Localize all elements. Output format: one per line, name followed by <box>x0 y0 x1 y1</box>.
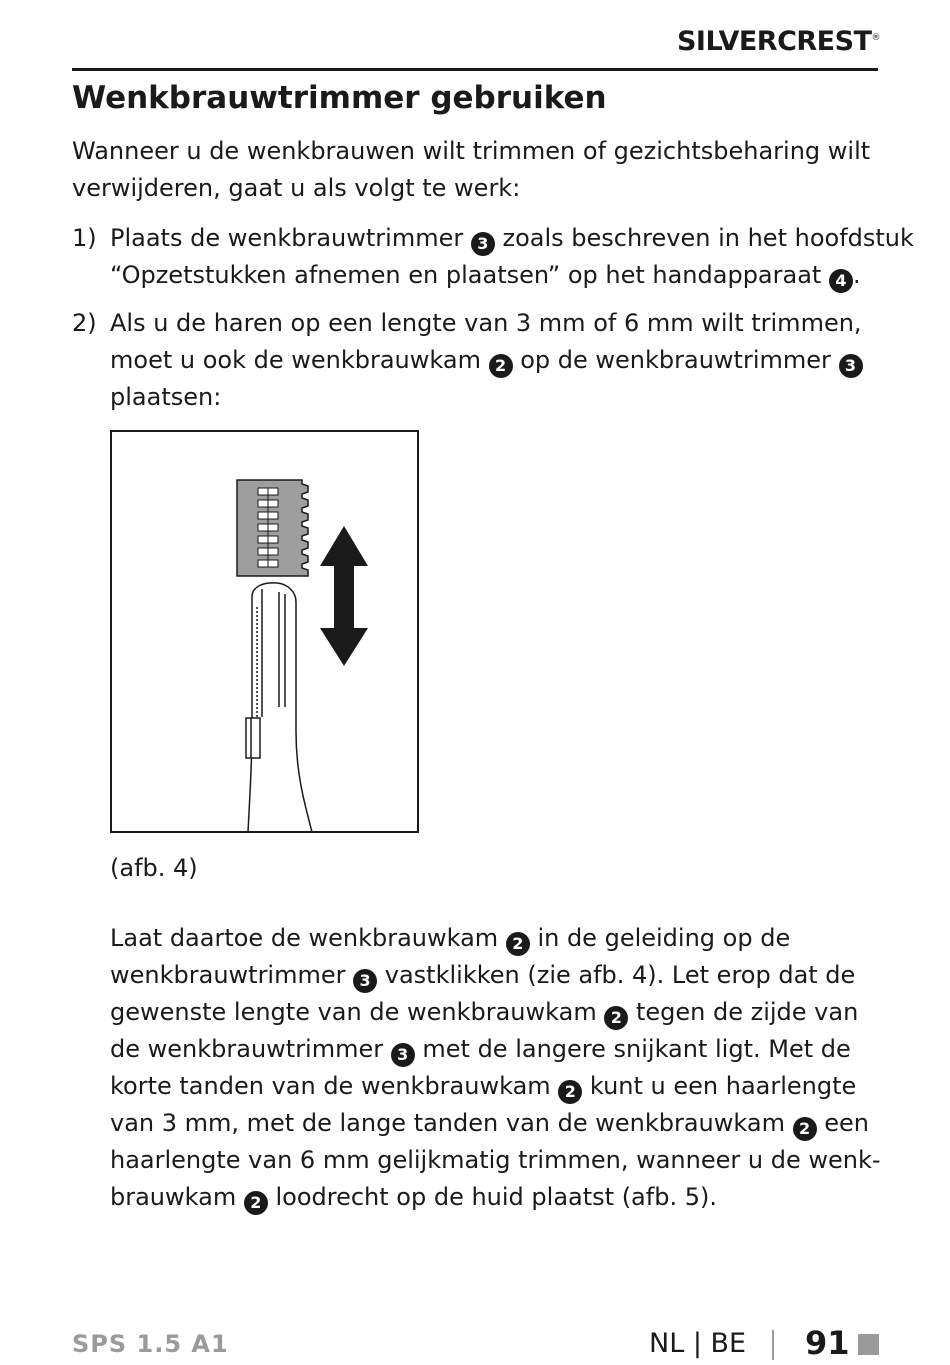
figure-caption: (afb. 4) <box>110 854 198 882</box>
ref-number-badge: 3 <box>471 232 495 256</box>
double-arrow-icon <box>320 526 368 666</box>
footer-model: SPS 1.5 A1 <box>72 1330 229 1358</box>
para-line-4: de wenkbrauwtrimmer 3 met de langere snijkant ligt. Met de <box>110 1031 881 1068</box>
step-text <box>110 305 863 416</box>
step-number: 2) <box>72 309 97 337</box>
step-1-line-2: “Opzetstukken afnemen en plaatsen” op het handapparaat 4 . <box>110 257 914 294</box>
ref-number-badge: 2 <box>489 354 513 378</box>
ref-number-badge: 3 <box>353 969 377 993</box>
page-number: 91 <box>805 1324 850 1362</box>
brand-registered-mark: ® <box>871 33 880 43</box>
ref-number-badge: 2 <box>506 932 530 956</box>
footer-language: NL | BE <box>649 1328 747 1359</box>
para-line-2: wenkbrauwtrimmer 3 vastklikken (zie afb. 4). Let erop dat de <box>110 957 881 994</box>
ref-number-badge: 2 <box>558 1080 582 1104</box>
para-line-8: brauwkam 2 loodrecht op de huid plaatst (afb. 5). <box>110 1179 881 1216</box>
step-2-line-2: moet u ook de wenkbrauwkam 2 op de wenkbrauwtrimmer 3 <box>110 342 863 379</box>
ref-number-badge: 3 <box>839 354 863 378</box>
ref-number-badge: 2 <box>244 1191 268 1215</box>
para-line-1: Laat daartoe de wenkbrauwkam 2 in de geleiding op de <box>110 920 881 957</box>
ref-number-badge: 2 <box>793 1117 817 1141</box>
instruction-paragraph <box>110 920 881 1216</box>
intro-line-2: verwijderen, gaat u als volgt te werk: <box>72 174 521 202</box>
brand-word-crest: CREST <box>777 26 872 57</box>
ref-number-badge: 3 <box>391 1043 415 1067</box>
brand-logo <box>677 26 880 57</box>
figure-eyebrow-trimmer <box>110 430 419 833</box>
ref-number-badge: 2 <box>604 1006 628 1030</box>
intro-line-1: Wanneer u de wenkbrauwen wilt trimmen of gezichtsbeharing wilt <box>72 137 871 165</box>
ref-number-badge: 4 <box>829 269 853 293</box>
para-line-6: van 3 mm, met de lange tanden van de wenkbrauwkam 2 een <box>110 1105 881 1142</box>
footer-divider <box>772 1330 774 1360</box>
para-line-3: gewenste lengte van de wenkbrauwkam 2 tegen de zijde van <box>110 994 881 1031</box>
trimmer-head <box>246 583 312 831</box>
eyebrow-trimmer-with-comb-illustration <box>112 432 417 831</box>
eyebrow-comb <box>237 480 308 576</box>
step-1-line-1: Plaats de wenkbrauwtrimmer 3 zoals beschreven in het hoofdstuk <box>110 220 914 257</box>
header-rule <box>72 68 878 71</box>
intro-paragraph <box>72 133 870 207</box>
para-line-5: korte tanden van de wenkbrauwkam 2 kunt u een haarlengte <box>110 1068 881 1105</box>
brand-word-silver: SILVER <box>676 26 778 57</box>
step-2-line-1: Als u de haren op een lengte van 3 mm of 6 mm wilt trimmen, <box>110 309 862 337</box>
step-2-line-3: plaatsen: <box>110 383 222 411</box>
step-number: 1) <box>72 224 97 252</box>
para-line-7: haarlengte van 6 mm gelijkmatig trimmen, wanneer u de wenk- <box>110 1146 881 1174</box>
section-title: Wenkbrauwtrimmer gebruiken <box>72 80 607 116</box>
footer-square-mark <box>858 1334 879 1355</box>
step-text <box>110 220 914 294</box>
